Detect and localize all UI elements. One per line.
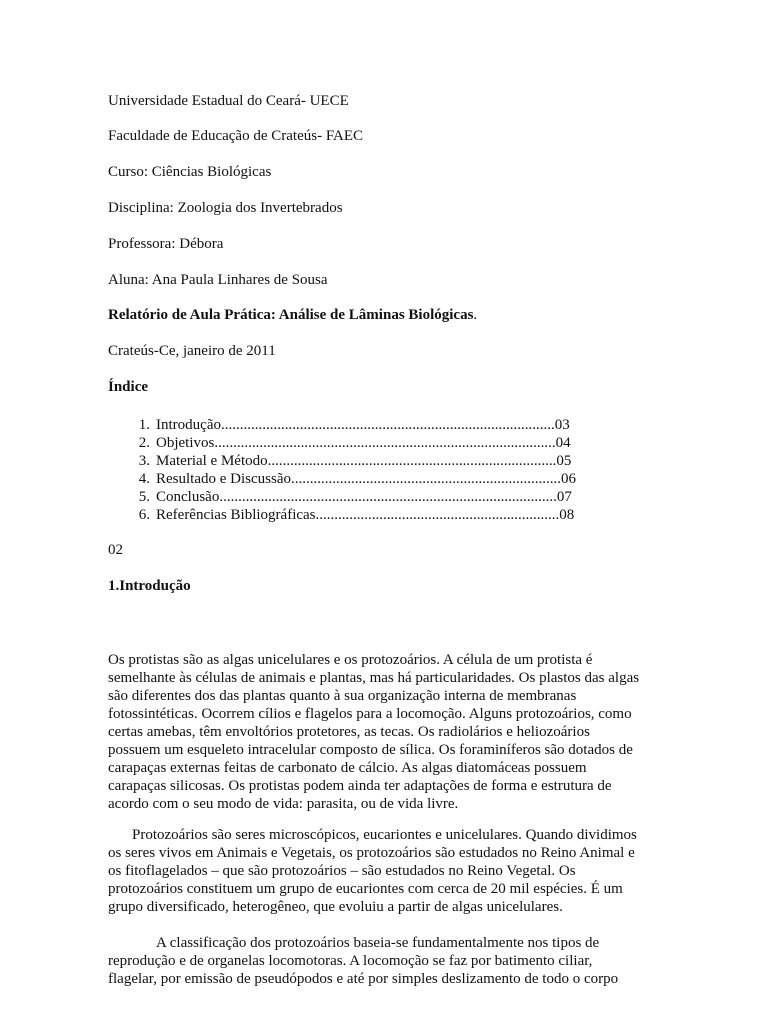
report-title [108, 306, 477, 324]
index-item-text: Objetivos...........................................................................................04 [156, 435, 571, 451]
university-line: Universidade Estadual do Ceará- UECE [108, 93, 349, 109]
paragraph-line: acordo com o seu modo de vida: parasita, ou de vida livre. [108, 796, 459, 812]
paragraph-line: fotossintéticas. Ocorrem cílios e flagelos para a locomoção. Alguns protozoários, como [108, 706, 632, 722]
index-item-text: Resultado e Discussão........................................................................06 [156, 471, 576, 487]
paragraph-line: possuem um esqueleto intracelular composto de sílica. Os foraminíferos são dotados de [108, 742, 633, 758]
paragraph-line: A classificação dos protozoários baseia-se fundamentalmente nos tipos de [156, 935, 600, 951]
index-heading: Índice [108, 379, 149, 395]
paragraph-line: grupo diversificado, heterogêneo, que evoluiu a partir de algas unicelulares. [108, 899, 563, 915]
index-item-number: 5. [138, 489, 150, 505]
discipline-line: Disciplina: Zoologia dos Invertebrados [108, 200, 343, 216]
section-heading: 1.Introdução [108, 578, 191, 594]
paragraph-line: protozoários constituem um grupo de eucariontes com cerca de 20 mil espécies. É um [108, 881, 623, 897]
place-date-line: Crateús-Ce, janeiro de 2011 [108, 343, 276, 359]
page-number: 02 [108, 542, 123, 558]
paragraph-line: certas amebas, têm envoltórios protetores, as tecas. Os radiolários e heliozoários [108, 724, 590, 740]
report-title-punct: . [473, 307, 478, 323]
paragraph-1 [108, 651, 664, 813]
index-item-number: 1. [138, 417, 150, 433]
paragraph-line: os fitoflagelados – que são protozoários – são estudados no Reino Vegetal. Os [108, 863, 576, 879]
paragraph-line: Os protistas são as algas unicelulares e os protozoários. A célula de um protista é [108, 652, 593, 668]
report-title-text: Relatório de Aula Prática: Análise de Lâminas Biológicas [108, 307, 474, 323]
paragraph-line: reprodução e de organelas locomotoras. A locomoção se faz por batimento ciliar, [108, 953, 593, 969]
paragraph-line: são diferentes dos das plantas quanto à sua organização interna de membranas [108, 688, 577, 704]
paragraph-line: os seres vivos em Animais e Vegetais, os protozoários são estudados no Reino Animal e [108, 845, 635, 861]
index-item-number: 3. [138, 453, 150, 469]
student-line: Aluna: Ana Paula Linhares de Sousa [108, 272, 328, 288]
course-line: Curso: Ciências Biológicas [108, 164, 272, 180]
paragraph-line: carapaças externas feitas de carbonato de cálcio. As algas diatomáceas possuem [108, 760, 587, 776]
paragraph-2 [108, 826, 664, 916]
paragraph-line: Protozoários são seres microscópicos, eucariontes e unicelulares. Quando dividimos [132, 827, 637, 843]
index-item-text: Referências Bibliográficas.................................................................08 [156, 507, 575, 523]
paragraph-line: flagelar, por emissão de pseudópodos e até por simples deslizamento de todo o corpo [108, 971, 619, 987]
teacher-line: Professora: Débora [108, 236, 224, 252]
faculty-line: Faculdade de Educação de Crateús- FAEC [108, 128, 364, 144]
index-item-number: 6. [138, 507, 150, 523]
index-item-text: Material e Método.............................................................................05 [156, 453, 572, 469]
paragraph-line: semelhante às células de animais e plantas, mas há particularidades. Os plastos das algas [108, 670, 640, 686]
paragraph-line: carapaças silicosas. Os protistas podem ainda ter adaptações de forma e estrutura de [108, 778, 612, 794]
index-item-number: 4. [138, 471, 150, 487]
paragraph-3 [108, 934, 664, 988]
index-item-text: Introdução.........................................................................................03 [156, 417, 570, 433]
index-item-text: Conclusão..........................................................................................07 [156, 489, 572, 505]
index-item-number: 2. [138, 435, 150, 451]
